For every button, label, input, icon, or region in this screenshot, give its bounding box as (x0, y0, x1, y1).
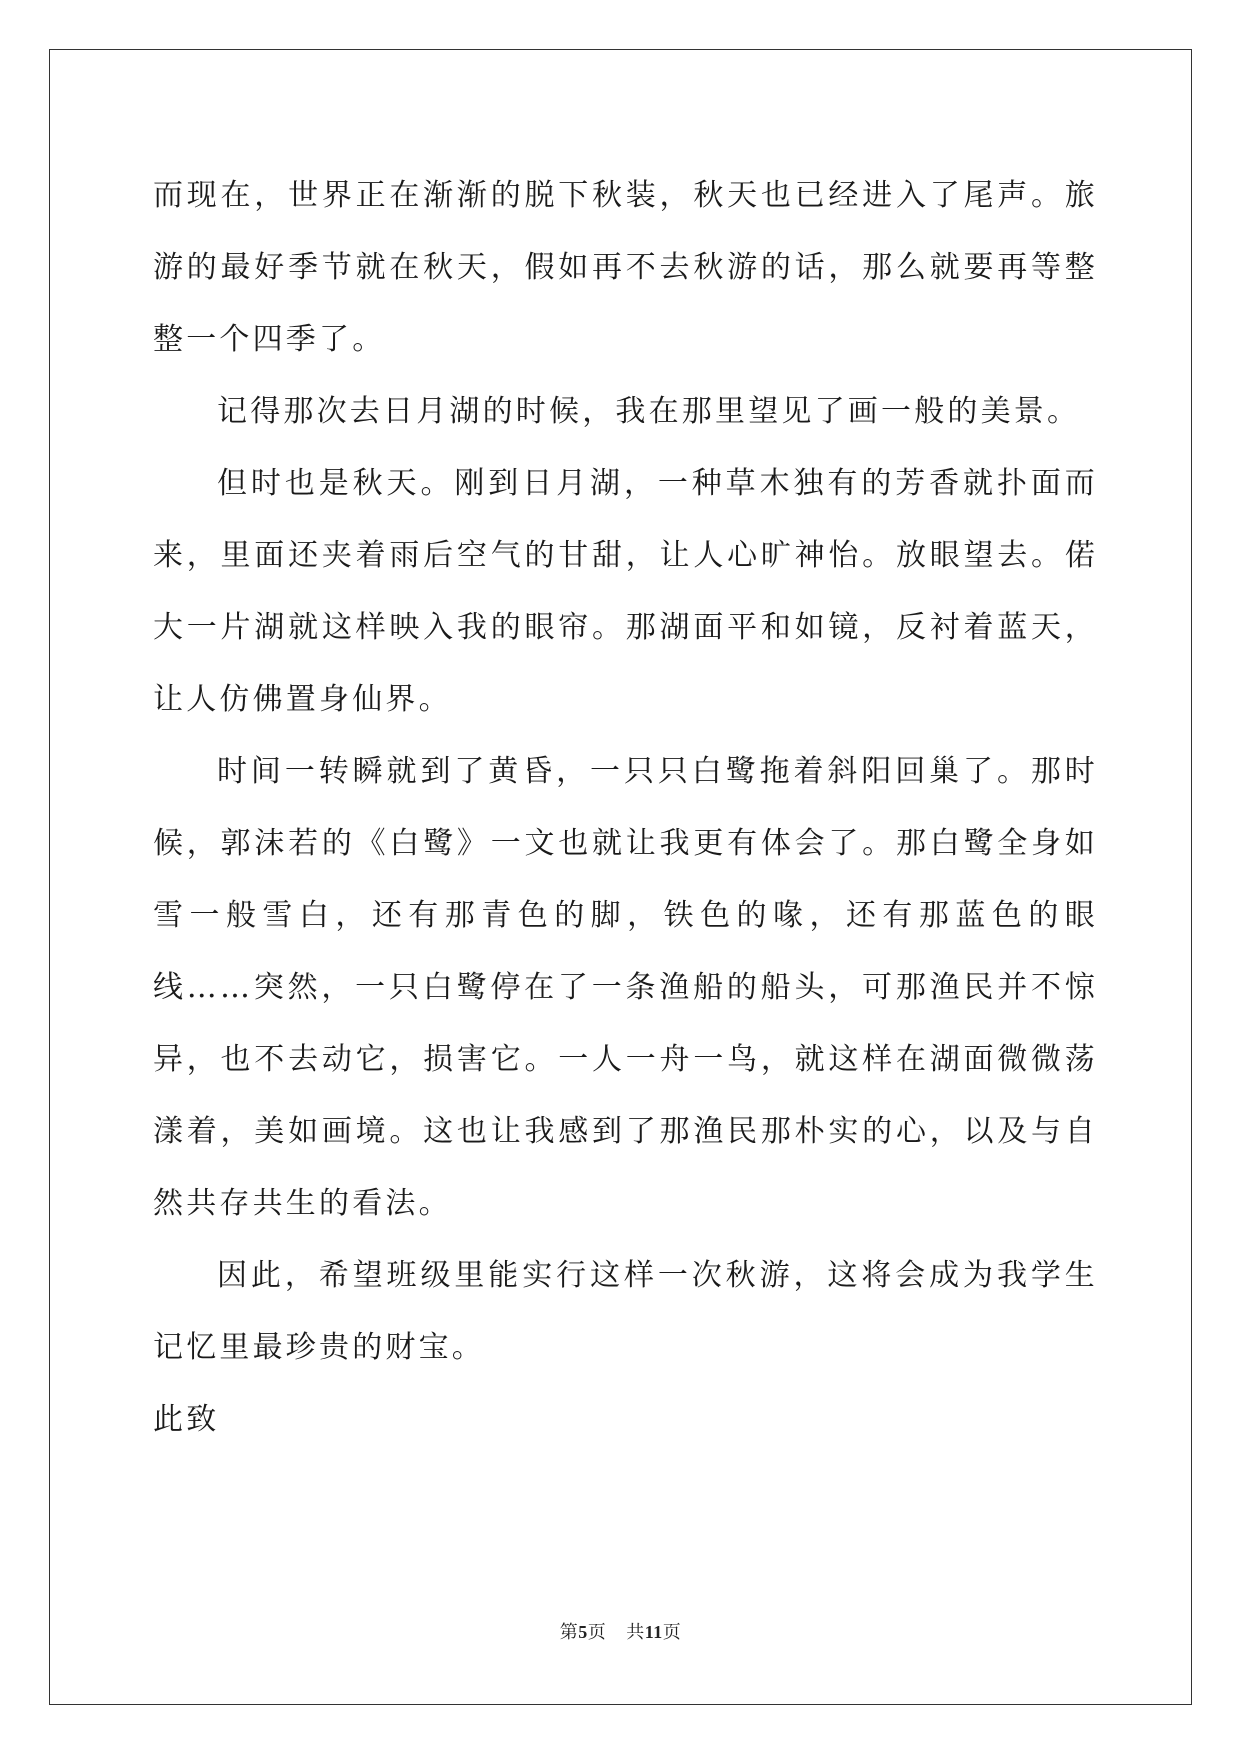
paragraph-1: 而现在，世界正在渐渐的脱下秋装，秋天也已经进入了尾声。旅游的最好季节就在秋天，假如再不去秋游的话，那么就要再等整整一个四季了。 (153, 178, 1098, 357)
paragraph-4: 时间一转瞬就到了黄昏，一只只白鹭拖着斜阳回巢了。那时候，郭沫若的《白鹭》一文也就让我更有体会了。那白鹭全身如雪一般雪白，还有那青色的脚，铁色的喙，还有那蓝色的眼线……突然，一只白鹭停在了一条渔船的船头，可那渔民并不惊异，也不去动它，损害它。一人一舟一鸟，就这样在湖面微微荡漾着，美如画境。这也让我感到了那渔民那朴实的心，以及与自然共存共生的看法。 (153, 754, 1098, 1221)
paragraph-3: 但时也是秋天。刚到日月湖，一种草木独有的芳香就扑面而来，里面还夹着雨后空气的甘甜，让人心旷神怡。放眼望去。偌大一片湖就这样映入我的眼帘。那湖面平和如镜，反衬着蓝天，让人仿佛置身仙界。 (153, 466, 1098, 717)
footer-page-word: 页 (587, 1622, 607, 1642)
footer-total-prefix: 共 (626, 1622, 645, 1642)
footer-total-suffix: 页 (662, 1622, 682, 1642)
footer-prefix: 第 (559, 1622, 579, 1642)
current-page-number: 5 (578, 1622, 588, 1642)
paragraph-2: 记得那次去日月湖的时候，我在那里望见了画一般的美景。 (217, 394, 1081, 429)
total-pages-number: 11 (644, 1622, 663, 1642)
page-footer (0, 1618, 1241, 1644)
paragraph-5: 因此，希望班级里能实行这样一次秋游，这将会成为我学生记忆里最珍贵的财宝。 (153, 1258, 1098, 1365)
closing-salutation: 此致 (153, 1402, 220, 1437)
document-body (153, 160, 1098, 1456)
